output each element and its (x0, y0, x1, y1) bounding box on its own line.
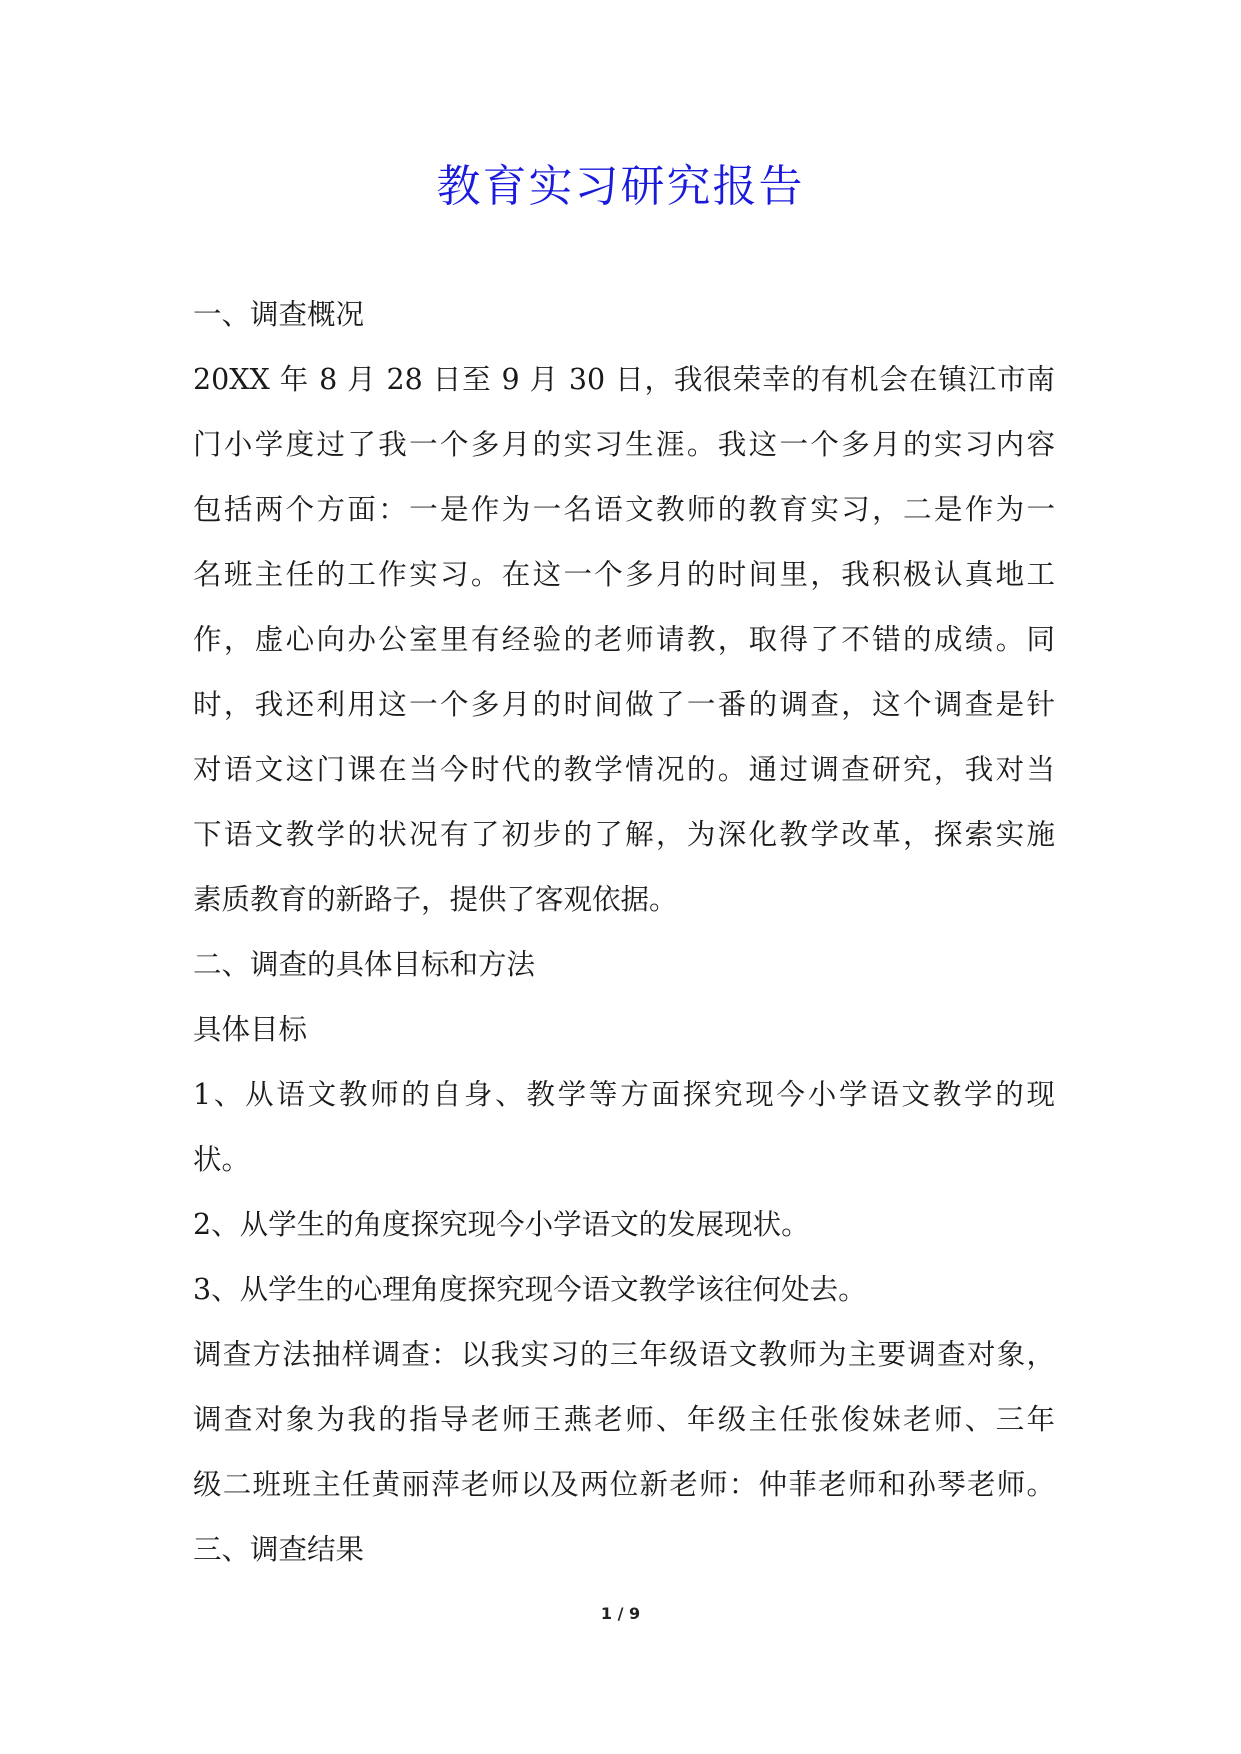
text-line: 20XX 年 8 月 28 日至 9 月 30 日，我很荣幸的有机会在镇江市南 (193, 363, 1055, 396)
text-line: 时，我还利用这一个多月的时间做了一番的调查，这个调查是针 (193, 688, 1055, 721)
text-line: 素质教育的新路子，提供了客观依据。 (193, 883, 678, 916)
text-line: 三、调查结果 (193, 1533, 365, 1566)
document-title: 教育实习研究报告 (436, 161, 805, 212)
text-line: 一、调查概况 (193, 298, 365, 331)
text-line: 调查对象为我的指导老师王燕老师、年级主任张俊妹老师、三年 (193, 1403, 1055, 1436)
text-line: 1、从语文教师的自身、教学等方面探究现今小学语文教学的现 (193, 1078, 1055, 1111)
text-line: 包括两个方面：一是作为一名语文教师的教育实习，二是作为一 (193, 493, 1055, 526)
text-line: 具体目标 (193, 1013, 308, 1046)
text-line: 下语文教学的状况有了初步的了解，为深化教学改革，探索实施 (193, 818, 1055, 851)
text-line: 状。 (193, 1143, 251, 1176)
text-line: 二、调查的具体目标和方法 (193, 948, 536, 981)
page-number: 1 / 9 (600, 1604, 641, 1623)
text-line: 级二班班主任黄丽萍老师以及两位新老师：仲菲老师和孙琴老师。 (193, 1468, 1055, 1501)
document-body (193, 282, 1055, 1582)
text-line: 3、从学生的心理角度探究现今语文教学该往何处去。 (193, 1273, 867, 1306)
text-line: 名班主任的工作实习。在这一个多月的时间里，我积极认真地工 (193, 558, 1055, 591)
text-line: 作，虚心向办公室里有经验的老师请教，取得了不错的成绩。同 (193, 623, 1055, 656)
text-line: 门小学度过了我一个多月的实习生涯。我这一个多月的实习内容 (193, 428, 1055, 461)
text-line: 调查方法抽样调查：以我实习的三年级语文教师为主要调查对象， (193, 1338, 1055, 1371)
text-line: 2、从学生的角度探究现今小学语文的发展现状。 (193, 1208, 810, 1241)
text-line: 对语文这门课在当今时代的教学情况的。通过调查研究，我对当 (193, 753, 1055, 786)
